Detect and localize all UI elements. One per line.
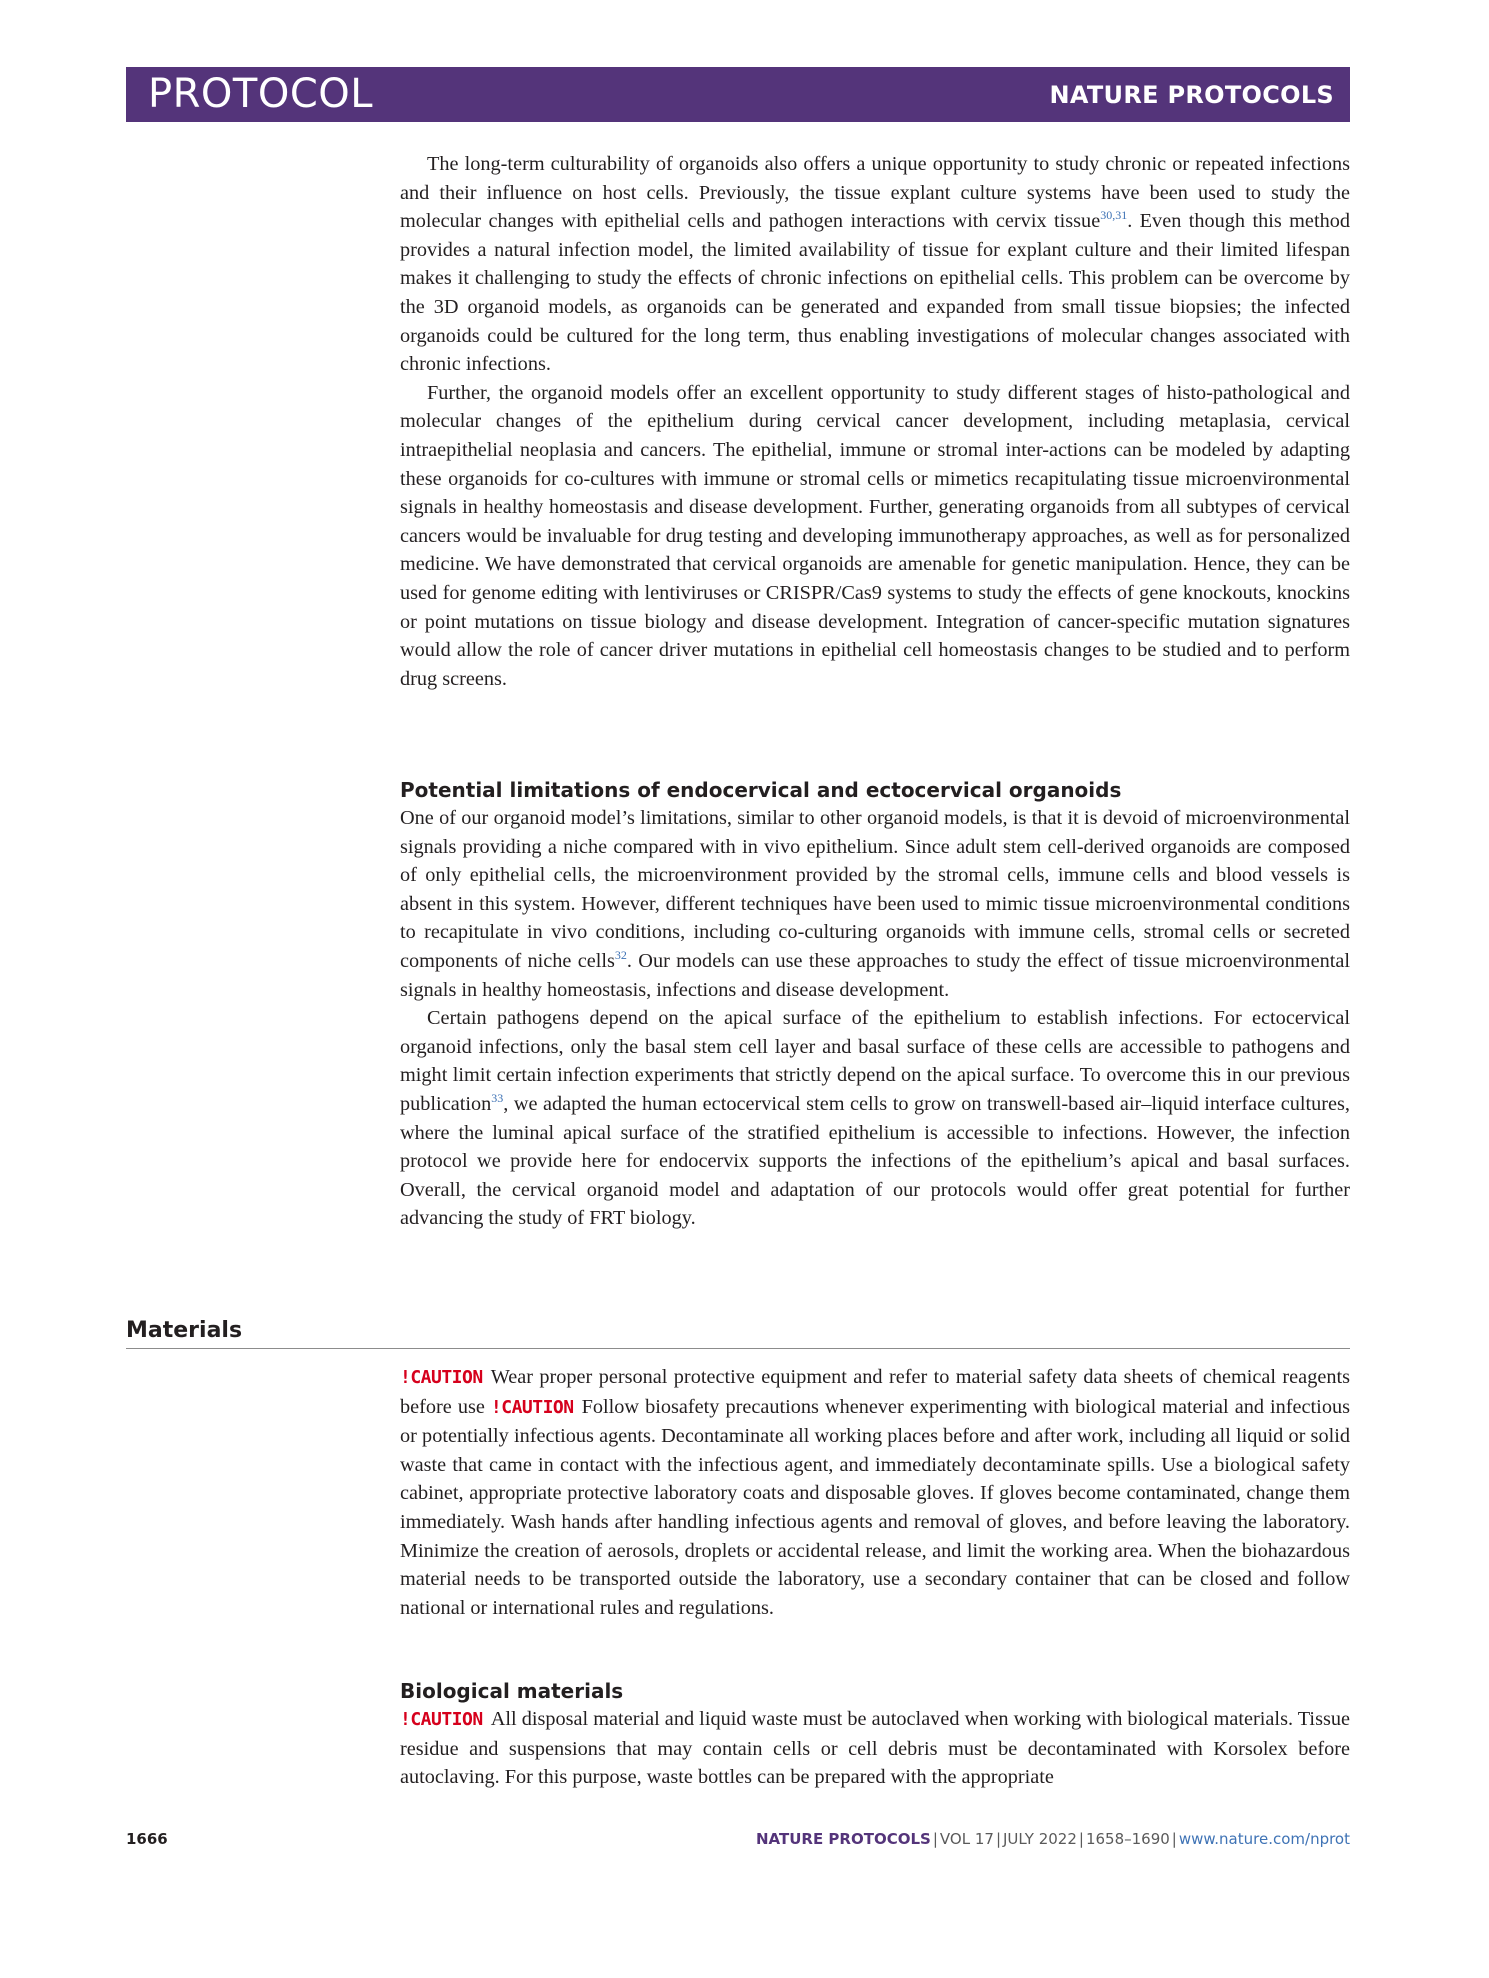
running-header (126, 67, 1350, 122)
footer-date: JULY 2022 (1003, 1830, 1077, 1848)
paragraph: One of our organoid model’s limitations, similar to other organoid models, is that it is devoid of microenvironmental signals providing a niche compared with in vivo epithelium. Since adult stem cell-derived organoids are composed of only epithelial cells, the microenvironment provided by the stromal cells, immune cells and blood vessels is absent in this system. However, different techniques have been used to mimic tissue microenvironmental conditions to recapitulate in vivo conditions, including co-culturing organoids with immune cells, stromal cells or secreted components of niche cells$^{32}$. Our models can use these approaches to study the effect of tissue microenvironmental signals in healthy homeostasis, infections and disease development. (400, 807, 1350, 1001)
article-type-label: PROTOCOL (148, 71, 374, 117)
biological-materials-section (400, 1677, 1350, 1792)
footer-pages: 1658–1690 (1085, 1830, 1170, 1848)
footer-url-link[interactable]: www.nature.com/nprot (1178, 1830, 1350, 1848)
footer-volume: VOL 17 (939, 1830, 994, 1848)
paragraph: !CAUTION All disposal material and liquid waste must be autoclaved when working with biological materials. Tissue residue and suspensions that may contain cells or cell debris must be decontaminated with Korsolex before autoclaving. For this purpose, waste bottles can be prepared with the appropriate (400, 1708, 1350, 1789)
limitations-section (400, 776, 1350, 1233)
paragraph: The long-term culturability of organoids also offers a unique opportunity to study chronic or repeated infections and their influence on host cells. Previously, the tissue explant culture systems have been used to study the molecular changes with epithelial cells and pathogen interactions with cervix tissue$^{30,31}$. Even though this method provides a natural infection model, the limited availability of tissue for explant culture and their limited lifespan makes it challenging to study the effects of chronic infections on epithelial cells. This problem can be overcome by the 3D organoid models, as organoids can be generated and expanded from small tissue biopsies; the infected organoids could be cultured for the long term, thus enabling investigations of molecular changes associated with chronic infections. (400, 153, 1350, 376)
section-subheading: Potential limitations of endocervical and ectocervical organoids (400, 778, 1122, 802)
citation-link[interactable]: 33 (491, 1090, 504, 1105)
citation-link[interactable]: 30,31 (1100, 208, 1128, 223)
caution-label: !CAUTION (490, 1396, 574, 1418)
journal-footer: NATURE PROTOCOLS | VOL 17 | JULY 2022 | 1658–1690 | www.nature.com/nprot (756, 1830, 1350, 1848)
paragraph: Further, the organoid models offer an excellent opportunity to study different stages of histo-pathological and molecular changes of the epithelium during cervical cancer development, including metaplasia, cervical intraepithelial neoplasia and cancers. The epithelial, immune or stromal inter-actions can be modeled by adapting these organoids for co-cultures with immune or stromal cells or mimetics recapitulating tissue microenvironmental signals in healthy homeostasis and disease development. Further, generating organoids from all subtypes of cervical cancers would be invaluable for drug testing and developing immunotherapy approaches, as well as for personalized medicine. We have demonstrated that cervical organoids are amenable for genetic manipulation. Hence, they can be used for genome editing with lentiviruses or CRISPR/Cas9 systems to study the effects of gene knockouts, knockins or point mutations on tissue biology and disease development. Integration of cancer-specific mutation signatures would allow the role of cancer driver mutations in epithelial cell homeostasis changes to be studied and to perform drug screens. (400, 381, 1350, 690)
caution-block (400, 1363, 1350, 1622)
section-heading: Materials (126, 1318, 243, 1343)
section-subheading: Biological materials (400, 1679, 624, 1703)
paragraph: Certain pathogens depend on the apical surface of the epithelium to establish infections. For ectocervical organoid infections, only the basal stem cell layer and basal surface of these cells are accessible to pathogens and might limit certain infection experiments that strictly depend on the apical surface. To overcome this in our previous publication$^{33}$, we adapted the human ectocervical stem cells to grow on transwell-based air–liquid interface cultures, where the luminal apical surface of the stratified epithelium is accessible to infections. However, the infection protocol we provide here for endocervix supports the infections of the epithelium’s apical and basal surfaces. Overall, the cervical organoid model and adaptation of our protocols would offer great potential for further advancing the study of FRT biology. (400, 1007, 1350, 1230)
intro-text-block (400, 150, 1350, 693)
footer-journal-name: NATURE PROTOCOLS (756, 1830, 931, 1848)
page-number: 1666 (126, 1830, 168, 1848)
section-divider (126, 1348, 1350, 1349)
caution-label: !CAUTION (400, 1367, 483, 1388)
paragraph: !CAUTION Wear proper personal protective equipment and refer to material safety data sheets of chemical reagents before use !CAUTION Follow biosafety precautions whenever experimenting with biological material and infectious or potentially infectious agents. Decontaminate all working places before and after work, including all liquid or solid waste that came in contact with the infectious agent, and immediately decontaminate spills. Use a biological safety cabinet, appropriate protective laboratory coats and disposable gloves. If gloves become contaminated, change them immediately. Wash hands after handling infectious agents and removal of gloves, and before leaving the laboratory. Minimize the creation of aerosols, droplets or accidental release, and limit the working area. When the biohazardous material needs to be transported outside the laboratory, use a secondary container that can be closed and follow national or international rules and regulations. (400, 1366, 1350, 1619)
caution-label: !CAUTION (400, 1709, 483, 1730)
journal-name-header: NATURE PROTOCOLS (1049, 81, 1334, 109)
citation-link[interactable]: 32 (614, 947, 627, 962)
